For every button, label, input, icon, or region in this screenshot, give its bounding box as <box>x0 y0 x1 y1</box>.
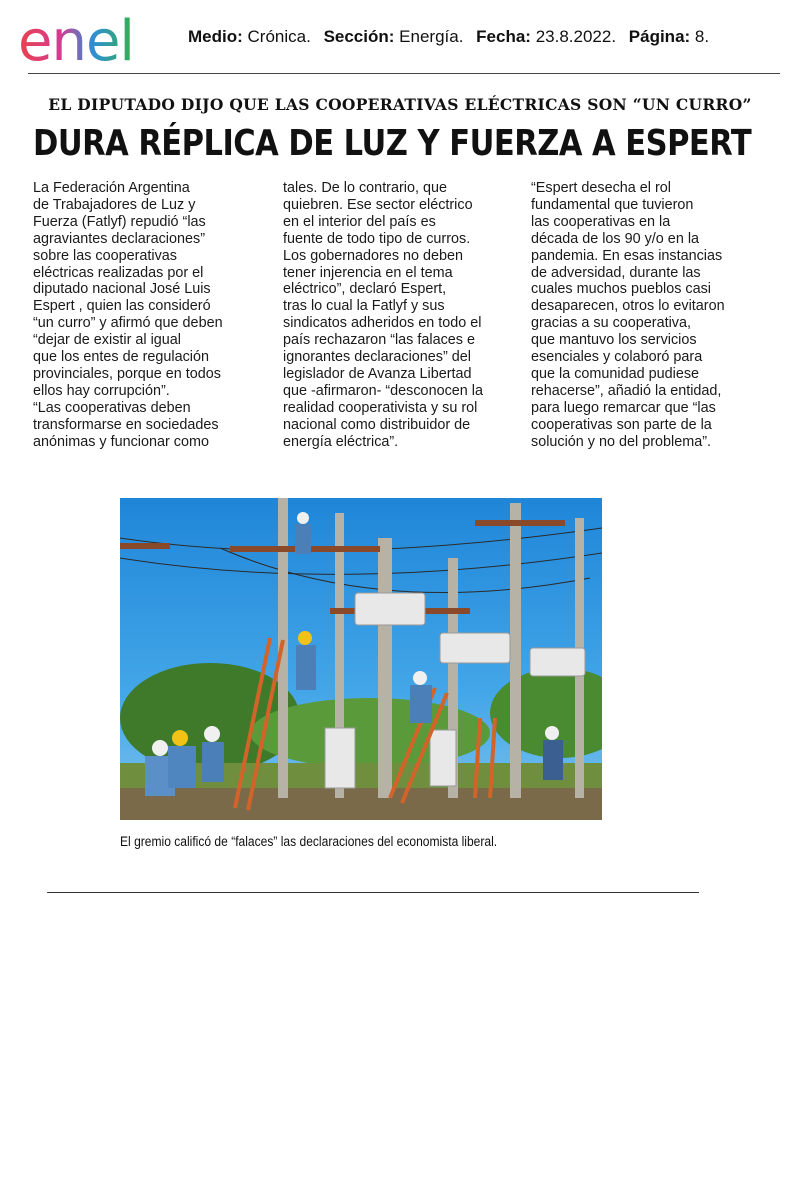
text-line: provinciales, porque en todos <box>33 365 221 382</box>
text-line: solución y no del problema”. <box>531 433 711 450</box>
text-line: desaparecen, otros lo evitaron <box>531 298 725 315</box>
text-line: Los gobernadores no deben <box>283 247 464 264</box>
text-line: sindicatos adheridos en todo el <box>283 315 482 332</box>
text-line: quiebren. Ese sector eléctrico <box>283 196 473 213</box>
article-column-3 <box>531 180 771 451</box>
text-line: “dejar de existir al igual <box>33 332 181 349</box>
text-line: de adversidad, durante las <box>531 264 701 281</box>
photo-caption: El gremio calificó de “falaces” las declaraciones del economista liberal. <box>120 834 498 849</box>
text-line: Fuerza (Fatlyf) repudió “las <box>33 213 206 230</box>
text-line: legislador de Avanza Libertad <box>283 365 472 382</box>
text-line: fuente de todo tipo de curros. <box>283 230 471 247</box>
text-line: La Federación Argentina <box>33 180 190 196</box>
text-line: anónimas y funcionar como <box>33 433 209 450</box>
text-line: país rechazaron “las falaces e <box>283 332 475 349</box>
text-line: que los entes de regulación <box>33 349 210 366</box>
article-column-1 <box>33 180 268 451</box>
text-line: gracias a su cooperativa, <box>531 315 691 332</box>
meta-seccion: Sección: Energía. <box>323 27 464 46</box>
svg-text:enel: enel <box>18 9 134 70</box>
article-photo <box>120 498 602 820</box>
enel-logo <box>16 6 176 70</box>
text-line: tener injerencia en el tema <box>283 264 453 281</box>
text-line: esenciales y colaboró para <box>531 349 703 366</box>
text-line: pandemia. En esas instancias <box>531 247 723 264</box>
text-line: cooperativas son parte de la <box>531 416 712 433</box>
text-line: ignorantes declaraciones” del <box>283 349 471 366</box>
text-line: rehacerse”, añadió la entidad, <box>531 382 722 399</box>
meta-pagina: Página: 8. <box>628 27 710 46</box>
text-line: nacional como distribuidor de <box>283 416 471 433</box>
footer-divider <box>47 892 699 893</box>
text-line: “Las cooperativas deben <box>33 399 191 416</box>
article-column-2 <box>283 180 523 451</box>
text-line: eléctricas realizadas por el <box>33 264 204 281</box>
text-line: tras lo cual la Fatlyf y sus <box>283 298 445 315</box>
text-line: “Espert desecha el rol <box>531 180 671 196</box>
text-line: agraviantes declaraciones” <box>33 230 205 247</box>
text-line: fundamental que tuvieron <box>531 196 694 213</box>
header-divider <box>28 73 780 74</box>
text-line: sobre las cooperativas <box>33 247 177 264</box>
text-line: ellos hay corrupción”. <box>33 382 170 399</box>
text-line: las cooperativas en la <box>531 213 671 230</box>
article-kicker: EL DIPUTADO DIJO QUE LAS COOPERATIVAS ELÉCTRICAS SON “UN CURRO” <box>48 95 752 114</box>
text-line: para luego remarcar que “las <box>531 399 716 416</box>
text-line: realidad cooperativista y su rol <box>283 399 478 416</box>
text-line: diputado nacional José Luis <box>33 281 211 298</box>
text-line: que mantuvo los servicios <box>531 332 697 349</box>
text-line: “un curro” y afirmó que deben <box>33 315 223 332</box>
text-line: Espert , quien las consideró <box>33 298 211 315</box>
text-line: tales. De lo contrario, que <box>283 180 447 196</box>
meta-medio: Medio: Crónica. <box>188 27 311 46</box>
text-line: transformarse en sociedades <box>33 416 219 433</box>
page-header <box>0 0 800 80</box>
text-line: que -afirmaron- “desconocen la <box>283 382 483 399</box>
text-line: en el interior del país es <box>283 213 436 230</box>
text-line: que la comunidad pudiese <box>531 365 700 382</box>
text-line: energía eléctrica”. <box>283 433 399 450</box>
text-line: década de los 90 y/o en la <box>531 230 700 247</box>
publication-meta <box>188 27 717 47</box>
text-line: eléctrico”, declaró Espert, <box>283 281 447 298</box>
article-headline: DURA RÉPLICA DE LUZ Y FUERZA A ESPERT <box>33 123 752 164</box>
utility-workers-photo <box>120 498 602 820</box>
text-line: de Trabajadores de Luz y <box>33 196 196 213</box>
meta-fecha: Fecha: 23.8.2022. <box>476 27 617 46</box>
text-line: cuales muchos pueblos casi <box>531 281 711 298</box>
